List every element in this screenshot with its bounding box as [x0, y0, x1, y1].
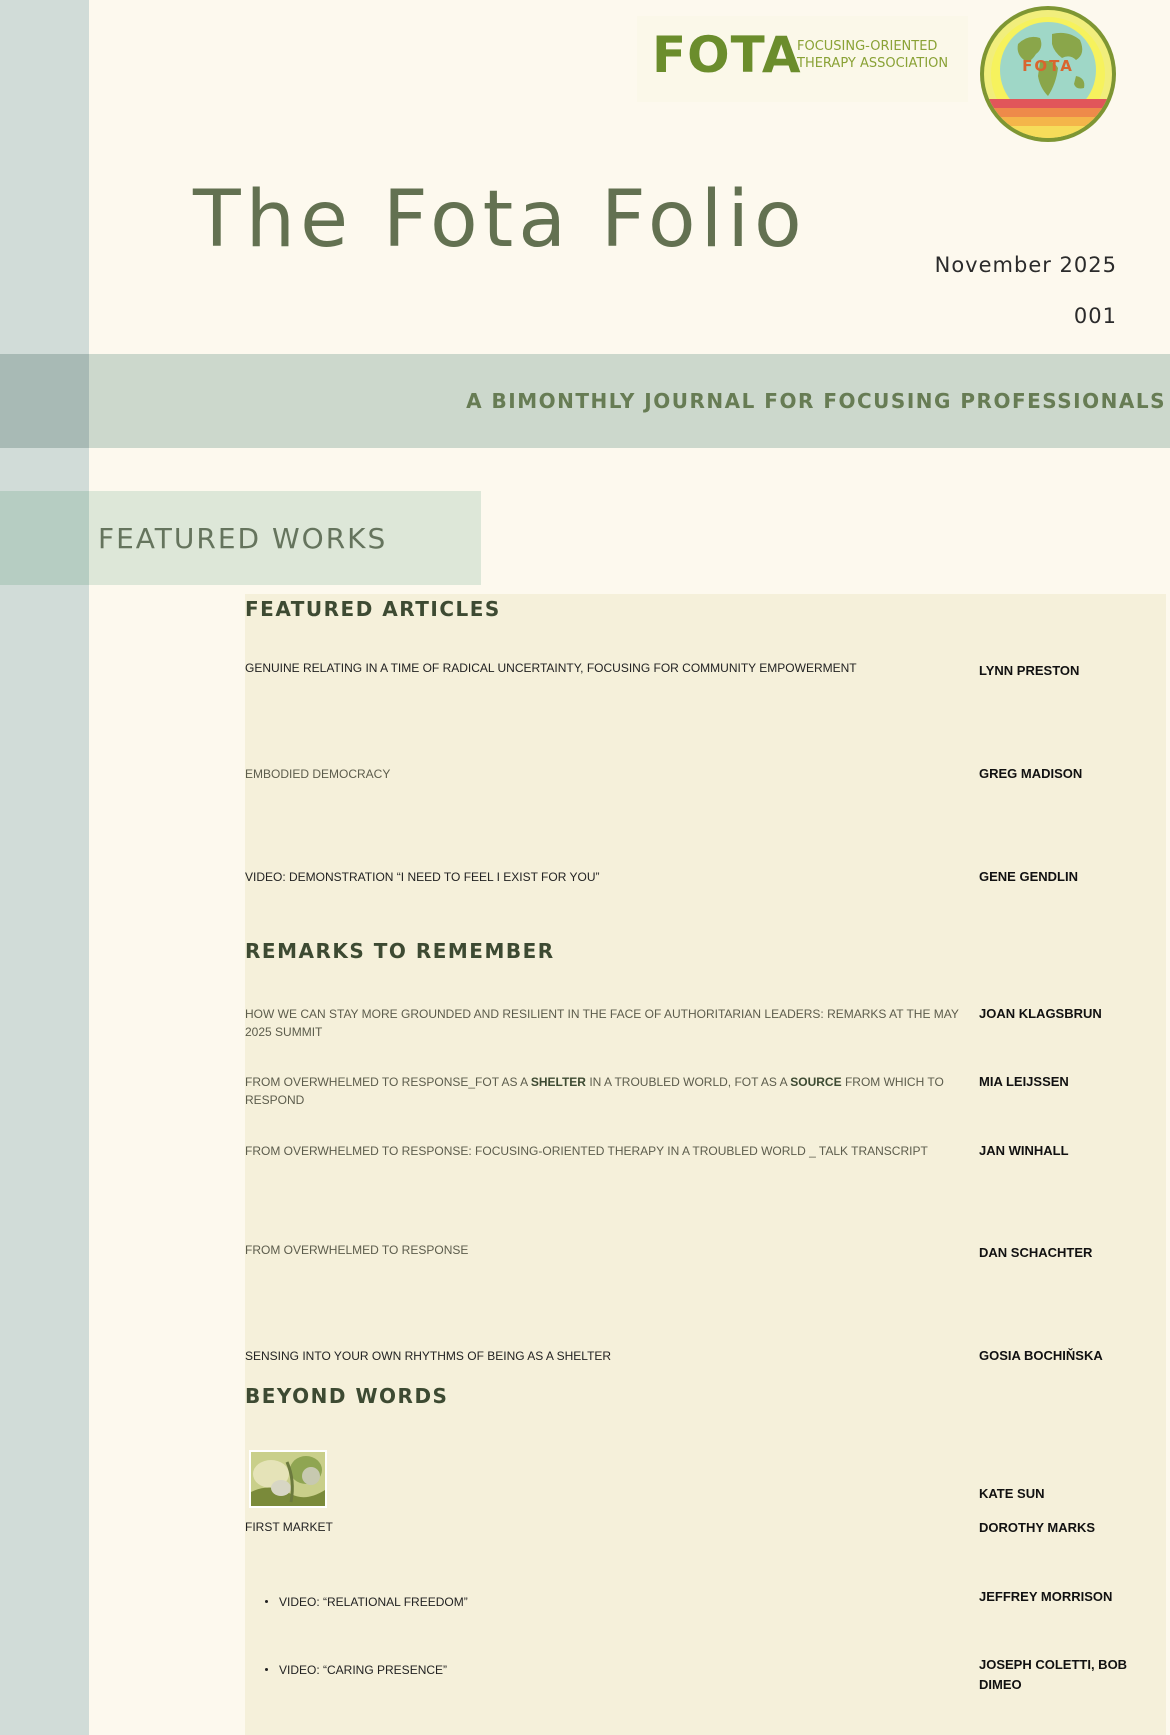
bullet-icon: [265, 1600, 268, 1603]
remark-link[interactable]: FROM OVERWHELMED TO RESPONSE: [245, 1243, 469, 1257]
section-heading-beyond-words: BEYOND WORDS: [245, 1384, 449, 1408]
remark-title-emphasis: SHELTER: [530, 1075, 586, 1089]
remark-link[interactable]: FROM OVERWHELMED TO RESPONSE: FOCUSING-ORIENTED THERAPY IN A TROUBLED WORLD _ TALK TRANSCRIPT: [245, 1144, 928, 1158]
logo-wordmark: FOTA: [652, 26, 802, 84]
remark-author: DAN SCHACHTER: [979, 1245, 1093, 1260]
remark-title-text: FROM WHICH TO RESPOND: [245, 1075, 944, 1107]
artwork-thumbnail[interactable]: [249, 1450, 327, 1508]
video-list-item[interactable]: [265, 1661, 865, 1679]
artist-name: DOROTHY MARKS: [979, 1520, 1096, 1535]
video-title: VIDEO: “RELATIONAL FREEDOM”: [279, 1595, 468, 1609]
logo-subtitle-line1: FOCUSING-ORIENTED: [797, 39, 938, 54]
logo-subtitle: [797, 38, 948, 72]
remark-title-text: IN A TROUBLED WORLD, FOT AS A: [585, 1075, 791, 1089]
featured-works-left-block: [0, 491, 89, 585]
remark-author: JAN WINHALL: [979, 1143, 1069, 1158]
article-author: LYNN PRESTON: [979, 663, 1080, 678]
painting-image-icon: [251, 1452, 325, 1506]
article-link[interactable]: VIDEO: DEMONSTRATION “I NEED TO FEEL I EXIST FOR YOU”: [245, 870, 600, 884]
remark-author: GOSIA BOCHIŇSKA: [979, 1348, 1103, 1363]
artist-name: JEFFREY MORRISON: [979, 1589, 1113, 1604]
remark-link[interactable]: [245, 1073, 965, 1109]
logo-subtitle-line2: THERAPY ASSOCIATION: [797, 56, 949, 71]
remark-title-emphasis: SOURCE: [790, 1075, 842, 1089]
featured-works-label: FEATURED WORKS: [98, 522, 388, 555]
bullet-icon: [265, 1668, 268, 1671]
remark-author: JOAN KLAGSBRUN: [979, 1006, 1102, 1021]
globe-logo-icon: [978, 4, 1118, 144]
article-link[interactable]: EMBODIED DEMOCRACY: [245, 767, 391, 781]
newsletter-title: The Fota Folio: [193, 175, 807, 265]
article-author: GENE GENDLIN: [979, 869, 1078, 884]
remark-title-text: FROM OVERWHELMED TO RESPONSE_FOT AS A: [245, 1075, 531, 1089]
tagline-text: A BIMONTHLY JOURNAL FOR FOCUSING PROFESSIONALS: [466, 389, 1166, 413]
video-title: VIDEO: “CARING PRESENCE”: [279, 1663, 448, 1677]
remark-link[interactable]: SENSING INTO YOUR OWN RHYTHMS OF BEING AS A SHELTER: [245, 1349, 612, 1363]
section-heading-remarks: REMARKS TO REMEMBER: [245, 939, 555, 963]
remark-link[interactable]: HOW WE CAN STAY MORE GROUNDED AND RESILIENT IN THE FACE OF AUTHORITARIAN LEADERS: REMARKS AT THE MAY 2025 SUMMIT: [245, 1007, 959, 1039]
artwork-link[interactable]: FIRST MARKET: [245, 1520, 333, 1534]
article-author: GREG MADISON: [979, 766, 1083, 781]
issue-date: November 2025: [934, 253, 1117, 277]
fota-logo[interactable]: [637, 16, 968, 102]
article-link[interactable]: GENUINE RELATING IN A TIME OF RADICAL UNCERTAINTY, FOCUSING FOR COMMUNITY EMPOWERMENT: [245, 661, 857, 675]
issue-number: 001: [1073, 304, 1117, 328]
artist-name: KATE SUN: [979, 1486, 1045, 1501]
video-list-item[interactable]: [265, 1593, 865, 1611]
remark-author: MIA LEIJSSEN: [979, 1074, 1069, 1089]
globe-logo-text: FOTA: [1022, 57, 1074, 75]
artist-name: JOSEPH COLETTI, BOB DIMEO: [979, 1657, 1128, 1692]
banner-left-block: [0, 354, 89, 448]
left-decorative-strip: [0, 0, 89, 1735]
section-heading-featured-articles: FEATURED ARTICLES: [245, 597, 501, 621]
